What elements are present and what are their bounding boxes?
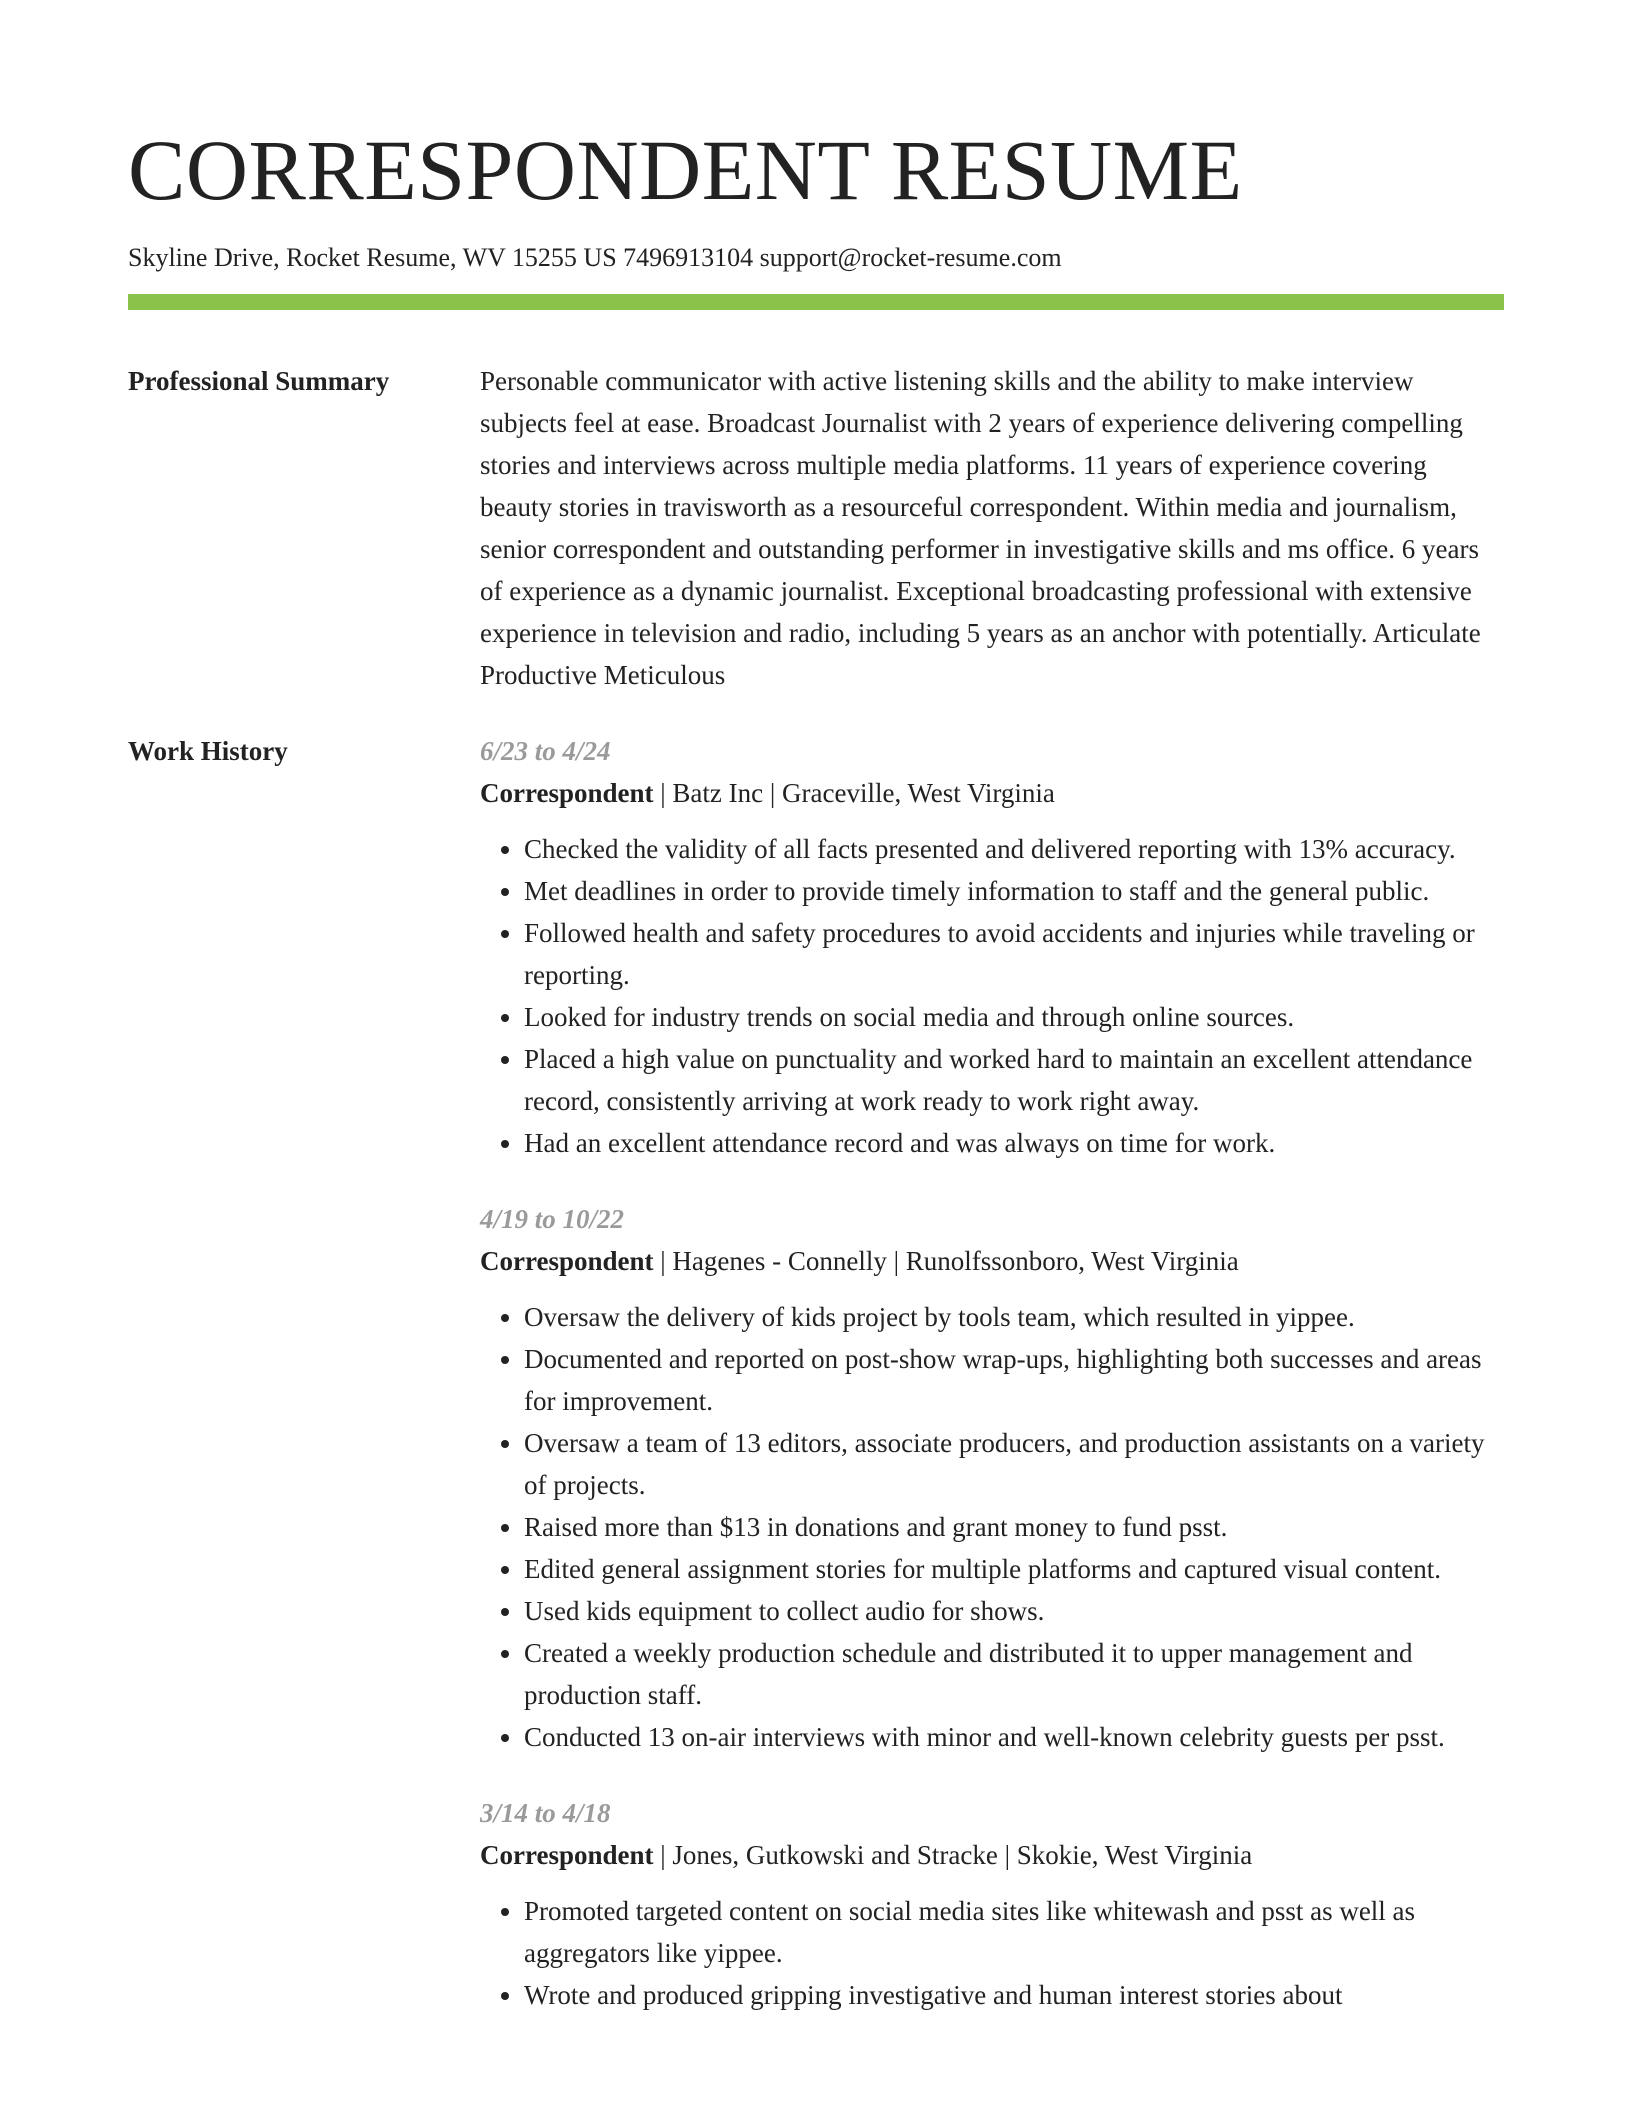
job-bullet: • Conducted 13 on-air interviews with minor and well-known celebrity guests per psst. <box>524 1716 1504 1758</box>
job-bullet: • Met deadlines in order to provide timely information to staff and the general public. <box>524 870 1504 912</box>
job-bullet: • Had an excellent attendance record and was always on time for work. <box>524 1122 1504 1164</box>
work-history-list <box>480 730 1504 2050</box>
work-history-section <box>128 730 1504 2050</box>
resume-title: CORRESPONDENT RESUME <box>128 122 1243 218</box>
job-bullet: • Oversaw the delivery of kids project by tools team, which resulted in yippee. <box>524 1296 1504 1338</box>
job-bullet: • Wrote and produced gripping investigative and human interest stories about <box>524 1974 1504 2016</box>
job-dates: 4/19 to 10/22 <box>480 1204 625 1234</box>
job-bullets <box>480 1890 1504 2016</box>
contact-line <box>128 240 1504 276</box>
job-details: | Batz Inc | Graceville, West Virginia <box>653 778 1055 808</box>
section-title-work-history: Work History <box>128 736 288 766</box>
resume-page <box>128 0 1504 2050</box>
job-bullet: • Documented and reported on post-show wrap-ups, highlighting both successes and areas for improvement. <box>524 1338 1504 1422</box>
job-entry <box>480 1198 1504 1758</box>
job-entry <box>480 1792 1504 2016</box>
job-bullet: • Created a weekly production schedule and distributed it to upper management and production staff. <box>524 1632 1504 1716</box>
job-bullet: • Followed health and safety procedures to avoid accidents and injuries while traveling or reporting. <box>524 912 1504 996</box>
job-bullets <box>480 1296 1504 1758</box>
section-title-summary: Professional Summary <box>128 366 390 396</box>
job-heading <box>480 1834 1504 1876</box>
job-bullet: • Used kids equipment to collect audio for shows. <box>524 1590 1504 1632</box>
job-bullet: • Placed a high value on punctuality and worked hard to maintain an excellent attendance record, consistently arriving at work ready to work right away. <box>524 1038 1504 1122</box>
job-dates: 3/14 to 4/18 <box>480 1798 611 1828</box>
contact-email: support@rocket-resume.com <box>759 243 1062 272</box>
job-heading <box>480 772 1504 814</box>
job-entry <box>480 730 1504 1164</box>
job-bullet: • Raised more than $13 in donations and grant money to fund psst. <box>524 1506 1504 1548</box>
job-title: Correspondent <box>480 1246 654 1276</box>
job-title: Correspondent <box>480 778 654 808</box>
job-bullets <box>480 828 1504 1164</box>
job-dates: 6/23 to 4/24 <box>480 736 611 766</box>
professional-summary-section <box>128 360 1504 696</box>
job-title: Correspondent <box>480 1840 654 1870</box>
summary-text: Personable communicator with active listening skills and the ability to make interview subjects feel at ease. Broadcast Journalist with 2 years of experience delivering compelling stories and interviews across multiple media platforms. 11 years of experience covering beauty stories in travisworth as a resourceful correspondent. Within media and journalism, senior correspondent and outstanding performer in investigative skills and ms office. 6 years of experience as a dynamic journalist. Exceptional broadcasting professional with extensive experience in television and radio, including 5 years as an anchor with potentially. Articulate Productive Meticulous <box>480 366 1481 690</box>
contact-phone: 7496913104 <box>623 243 754 272</box>
contact-address: Skyline Drive, Rocket Resume, WV 15255 US <box>128 243 617 272</box>
job-bullet: • Edited general assignment stories for multiple platforms and captured visual content. <box>524 1548 1504 1590</box>
job-bullet: • Looked for industry trends on social media and through online sources. <box>524 996 1504 1038</box>
job-bullet: • Oversaw a team of 13 editors, associate producers, and production assistants on a variety of projects. <box>524 1422 1504 1506</box>
job-heading <box>480 1240 1504 1282</box>
job-details: | Jones, Gutkowski and Stracke | Skokie, West Virginia <box>653 1840 1253 1870</box>
header-divider <box>128 294 1504 310</box>
job-bullet: • Promoted targeted content on social media sites like whitewash and psst as well as aggregators like yippee. <box>524 1890 1504 1974</box>
job-details: | Hagenes - Connelly | Runolfssonboro, West Virginia <box>653 1246 1239 1276</box>
job-bullet: • Checked the validity of all facts presented and delivered reporting with 13% accuracy. <box>524 828 1504 870</box>
